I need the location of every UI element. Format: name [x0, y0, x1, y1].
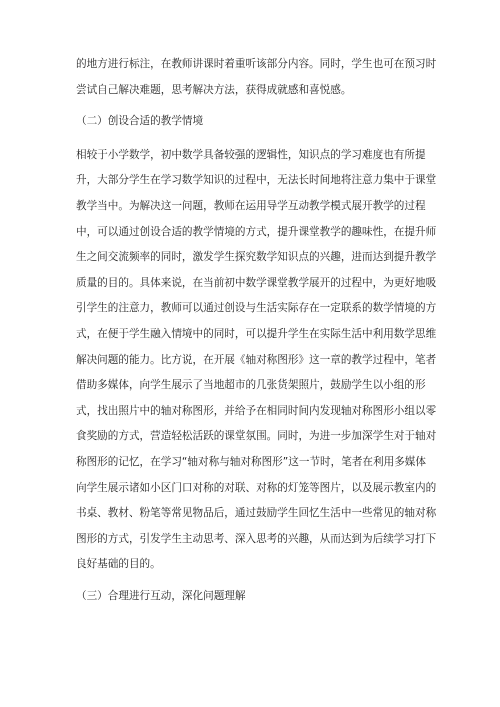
text-line: 生之间交流频率的同时，激发学生探究数学知识点的兴趣，进而达到提升教学 [76, 251, 437, 264]
text-line: 式，在便于学生融入情境中的同时，可以提升学生在实际生活中利用数学思维 [76, 327, 437, 340]
text-line: 书桌、教材、粉笔等常见物品后，通过鼓励学生回忆生活中一些常见的轴对称 [76, 507, 437, 520]
text-line: 的地方进行标注，在教师讲课时着重听该部分内容。同时，学生也可在预习时 [76, 58, 437, 70]
text-line: 向学生展示诸如小区门口对称的对联、对称的灯笼等图片，以及展示教室内的 [76, 481, 437, 494]
text-line: 借助多媒体，向学生展示了当地超市的几张货架照片，鼓励学生以小组的形 [76, 379, 426, 392]
section-3-heading: （三）合理进行互动，深化问题理解 [76, 589, 246, 602]
text-line: 相较于小学数学，初中数学具备较强的逻辑性，知识点的学习难度也有所提 [76, 148, 426, 161]
text-line: 引学生的注意力，教师可以通过创设与生活实际存在一定联系的数学情境的方 [76, 302, 437, 315]
text-line: 良好基础的目的。 [76, 558, 161, 571]
text-line: 教学当中。为解决这一问题，教师在运用导学互动教学模式展开教学的过程 [76, 199, 426, 212]
text-line: 图形的方式，引发学生主动思考、深入思考的兴趣，从而达到为后续学习打下 [76, 532, 437, 545]
text-line: 升，大部分学生在学习数学知识的过程中，无法长时间地将注意力集中于课堂 [76, 174, 437, 187]
text-line: 式，找出照片中的轴对称图形，并给予在相同时间内发现轴对称图形小组以零 [76, 404, 437, 417]
section-2-heading: （二）创设合适的教学情境 [76, 115, 204, 128]
document-page [76, 52, 437, 609]
section-2-paragraph [76, 143, 437, 578]
text-line: 解决问题的能力。比方说，在开展《轴对称图形》这一章的教学过程中，笔者 [76, 353, 437, 366]
text-line: 尝试自己解决难题，思考解决方法，获得成就感和喜悦感。 [76, 83, 352, 96]
text-line: 称图形的记忆，在学习“轴对称与轴对称图形”这一节时，笔者在利用多媒体 [76, 455, 426, 468]
intro-paragraph [76, 52, 437, 103]
text-line: 质量的目的。具体来说，在当前初中数学课堂教学展开的过程中，为更好地吸 [76, 276, 437, 289]
text-line: 中，可以通过创设合适的教学情境的方式，提升课堂教学的趣味性，在提升师 [76, 225, 437, 238]
text-line: 食奖励的方式，营造轻松活跃的课堂氛围。同时，为进一步加深学生对于轴对 [76, 430, 437, 443]
